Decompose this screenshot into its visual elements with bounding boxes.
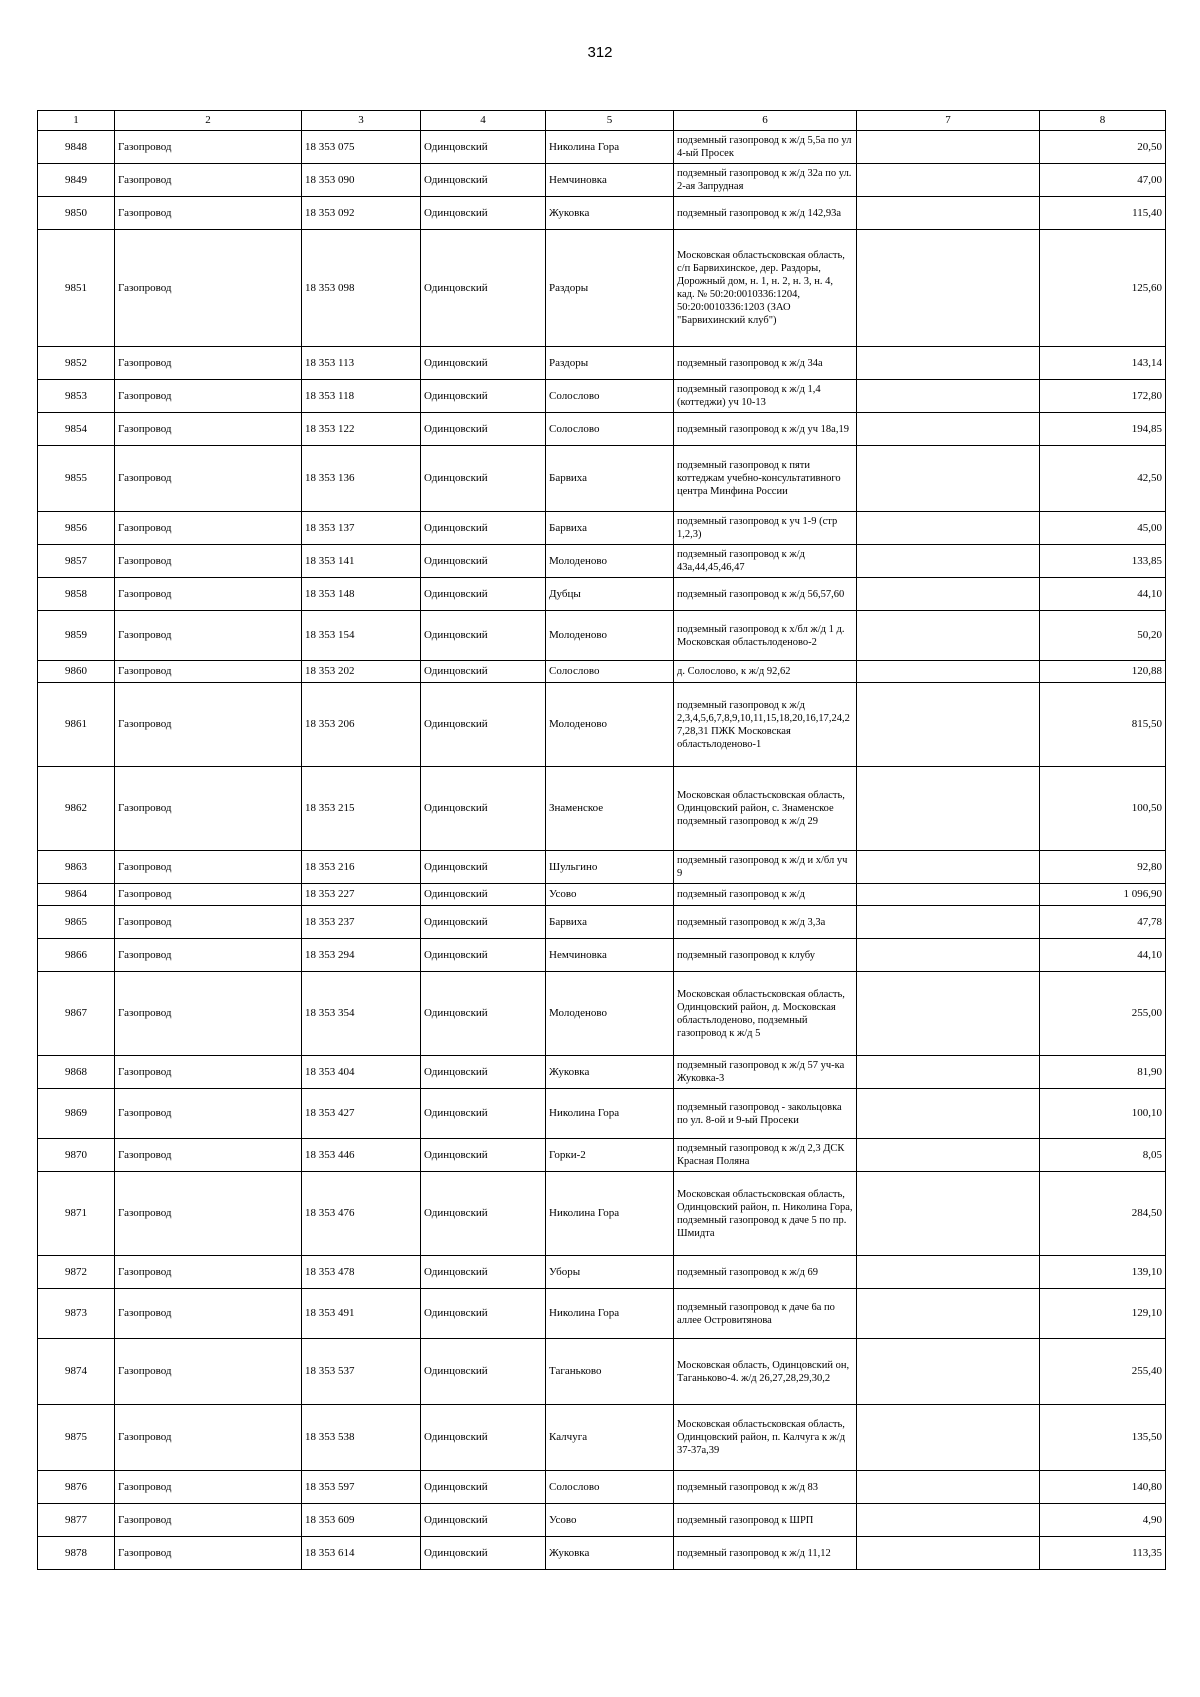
object-name-cell: Газопровод <box>115 230 302 347</box>
object-name-cell: Газопровод <box>115 767 302 851</box>
object-name-cell: Газопровод <box>115 197 302 230</box>
value-cell: 194,85 <box>1040 413 1166 446</box>
value-cell: 1 096,90 <box>1040 884 1166 906</box>
object-name-cell: Газопровод <box>115 380 302 413</box>
object-name-cell: Газопровод <box>115 1089 302 1139</box>
value-cell: 113,35 <box>1040 1537 1166 1570</box>
register-table <box>37 110 1166 1570</box>
description-cell: подземный газопровод к ж/д 3,3а <box>674 906 857 939</box>
locality-cell: Раздоры <box>546 347 674 380</box>
district-cell: Одинцовский <box>421 1504 546 1537</box>
district-cell: Одинцовский <box>421 1405 546 1471</box>
empty-cell <box>857 884 1040 906</box>
code-cell: 18 353 216 <box>302 851 421 884</box>
value-cell: 135,50 <box>1040 1405 1166 1471</box>
description-cell: подземный газопровод к ж/д 2,3 ДСК Красная Поляна <box>674 1139 857 1172</box>
object-name-cell: Газопровод <box>115 131 302 164</box>
district-cell: Одинцовский <box>421 661 546 683</box>
column-header: 8 <box>1040 111 1166 131</box>
table-row <box>38 1289 1166 1339</box>
object-name-cell: Газопровод <box>115 1139 302 1172</box>
row-number-cell: 9878 <box>38 1537 115 1570</box>
empty-cell <box>857 1471 1040 1504</box>
table-row <box>38 1405 1166 1471</box>
column-header: 6 <box>674 111 857 131</box>
object-name-cell: Газопровод <box>115 1339 302 1405</box>
locality-cell: Николина Гора <box>546 1289 674 1339</box>
description-cell: подземный газопровод к х/бл ж/д 1 д. Московская областьлоденово-2 <box>674 611 857 661</box>
row-number-cell: 9874 <box>38 1339 115 1405</box>
code-cell: 18 353 141 <box>302 545 421 578</box>
row-number-cell: 9858 <box>38 578 115 611</box>
empty-cell <box>857 851 1040 884</box>
table-row <box>38 197 1166 230</box>
description-cell: подземный газопровод к ж/д 69 <box>674 1256 857 1289</box>
description-cell: подземный газопровод к ж/д 83 <box>674 1471 857 1504</box>
value-cell: 255,40 <box>1040 1339 1166 1405</box>
locality-cell: Шульгино <box>546 851 674 884</box>
code-cell: 18 353 202 <box>302 661 421 683</box>
table-row <box>38 1139 1166 1172</box>
object-name-cell: Газопровод <box>115 1172 302 1256</box>
empty-cell <box>857 1089 1040 1139</box>
district-cell: Одинцовский <box>421 1537 546 1570</box>
empty-cell <box>857 661 1040 683</box>
empty-cell <box>857 1256 1040 1289</box>
column-header: 4 <box>421 111 546 131</box>
district-cell: Одинцовский <box>421 767 546 851</box>
value-cell: 140,80 <box>1040 1471 1166 1504</box>
district-cell: Одинцовский <box>421 1339 546 1405</box>
description-cell: Московская область, Одинцовский он, Таганьково-4. ж/д 26,27,28,29,30,2 <box>674 1339 857 1405</box>
object-name-cell: Газопровод <box>115 1056 302 1089</box>
code-cell: 18 353 098 <box>302 230 421 347</box>
empty-cell <box>857 972 1040 1056</box>
empty-cell <box>857 1537 1040 1570</box>
district-cell: Одинцовский <box>421 1056 546 1089</box>
empty-cell <box>857 578 1040 611</box>
table-row <box>38 661 1166 683</box>
code-cell: 18 353 136 <box>302 446 421 512</box>
description-cell: подземный газопровод к ж/д 43а,44,45,46,47 <box>674 545 857 578</box>
row-number-cell: 9856 <box>38 512 115 545</box>
district-cell: Одинцовский <box>421 446 546 512</box>
value-cell: 44,10 <box>1040 939 1166 972</box>
empty-cell <box>857 131 1040 164</box>
district-cell: Одинцовский <box>421 972 546 1056</box>
page-number: 312 <box>587 44 613 61</box>
value-cell: 50,20 <box>1040 611 1166 661</box>
code-cell: 18 353 075 <box>302 131 421 164</box>
row-number-cell: 9875 <box>38 1405 115 1471</box>
table-row <box>38 1172 1166 1256</box>
column-header: 5 <box>546 111 674 131</box>
object-name-cell: Газопровод <box>115 1405 302 1471</box>
table-row <box>38 131 1166 164</box>
empty-cell <box>857 939 1040 972</box>
code-cell: 18 353 090 <box>302 164 421 197</box>
table-row <box>38 939 1166 972</box>
value-cell: 20,50 <box>1040 131 1166 164</box>
district-cell: Одинцовский <box>421 906 546 939</box>
row-number-cell: 9872 <box>38 1256 115 1289</box>
locality-cell: Знаменское <box>546 767 674 851</box>
table-row <box>38 1056 1166 1089</box>
code-cell: 18 353 538 <box>302 1405 421 1471</box>
row-number-cell: 9867 <box>38 972 115 1056</box>
row-number-cell: 9877 <box>38 1504 115 1537</box>
description-cell: подземный газопровод к ж/д 2,3,4,5,6,7,8,9,10,11,15,18,20,16,17,24,27,28,31 ПЖК Московская областьлоденово-1 <box>674 683 857 767</box>
empty-cell <box>857 1289 1040 1339</box>
locality-cell: Солослово <box>546 380 674 413</box>
code-cell: 18 353 537 <box>302 1339 421 1405</box>
value-cell: 815,50 <box>1040 683 1166 767</box>
table-row <box>38 1256 1166 1289</box>
table-row <box>38 578 1166 611</box>
value-cell: 133,85 <box>1040 545 1166 578</box>
table-row <box>38 1339 1166 1405</box>
empty-cell <box>857 413 1040 446</box>
row-number-cell: 9857 <box>38 545 115 578</box>
object-name-cell: Газопровод <box>115 1537 302 1570</box>
row-number-cell: 9855 <box>38 446 115 512</box>
district-cell: Одинцовский <box>421 1089 546 1139</box>
description-cell: подземный газопровод - закольцовка по ул. 8-ой и 9-ый Просеки <box>674 1089 857 1139</box>
value-cell: 47,00 <box>1040 164 1166 197</box>
row-number-cell: 9851 <box>38 230 115 347</box>
row-number-cell: 9852 <box>38 347 115 380</box>
locality-cell: Молоденово <box>546 972 674 1056</box>
district-cell: Одинцовский <box>421 851 546 884</box>
code-cell: 18 353 154 <box>302 611 421 661</box>
code-cell: 18 353 404 <box>302 1056 421 1089</box>
code-cell: 18 353 227 <box>302 884 421 906</box>
table-row <box>38 972 1166 1056</box>
column-header: 1 <box>38 111 115 131</box>
district-cell: Одинцовский <box>421 545 546 578</box>
empty-cell <box>857 446 1040 512</box>
description-cell: подземный газопровод к ж/д уч 18а,19 <box>674 413 857 446</box>
district-cell: Одинцовский <box>421 1289 546 1339</box>
object-name-cell: Газопровод <box>115 851 302 884</box>
object-name-cell: Газопровод <box>115 578 302 611</box>
row-number-cell: 9853 <box>38 380 115 413</box>
description-cell: подземный газопровод к ж/д 142,93а <box>674 197 857 230</box>
description-cell: подземный газопровод к ж/д 57 уч-ка Жуковка-3 <box>674 1056 857 1089</box>
district-cell: Одинцовский <box>421 164 546 197</box>
district-cell: Одинцовский <box>421 512 546 545</box>
value-cell: 81,90 <box>1040 1056 1166 1089</box>
description-cell: подземный газопровод к клубу <box>674 939 857 972</box>
empty-cell <box>857 611 1040 661</box>
value-cell: 139,10 <box>1040 1256 1166 1289</box>
row-number-cell: 9864 <box>38 884 115 906</box>
row-number-cell: 9865 <box>38 906 115 939</box>
value-cell: 45,00 <box>1040 512 1166 545</box>
description-cell: подземный газопровод к ж/д 11,12 <box>674 1537 857 1570</box>
empty-cell <box>857 1504 1040 1537</box>
table-row <box>38 1089 1166 1139</box>
row-number-cell: 9871 <box>38 1172 115 1256</box>
district-cell: Одинцовский <box>421 1471 546 1504</box>
locality-cell: Калчуга <box>546 1405 674 1471</box>
locality-cell: Жуковка <box>546 197 674 230</box>
description-cell: подземный газопровод к ШРП <box>674 1504 857 1537</box>
table-row <box>38 512 1166 545</box>
object-name-cell: Газопровод <box>115 545 302 578</box>
object-name-cell: Газопровод <box>115 906 302 939</box>
row-number-cell: 9860 <box>38 661 115 683</box>
code-cell: 18 353 137 <box>302 512 421 545</box>
empty-cell <box>857 1405 1040 1471</box>
value-cell: 120,88 <box>1040 661 1166 683</box>
locality-cell: Молоденово <box>546 683 674 767</box>
description-cell: подземный газопровод к пяти коттеджам учебно-консультативного центра Минфина России <box>674 446 857 512</box>
district-cell: Одинцовский <box>421 197 546 230</box>
object-name-cell: Газопровод <box>115 413 302 446</box>
table-row <box>38 884 1166 906</box>
code-cell: 18 353 478 <box>302 1256 421 1289</box>
value-cell: 172,80 <box>1040 380 1166 413</box>
locality-cell: Молоденово <box>546 545 674 578</box>
row-number-cell: 9873 <box>38 1289 115 1339</box>
row-number-cell: 9866 <box>38 939 115 972</box>
district-cell: Одинцовский <box>421 884 546 906</box>
locality-cell: Солослово <box>546 661 674 683</box>
code-cell: 18 353 092 <box>302 197 421 230</box>
empty-cell <box>857 347 1040 380</box>
locality-cell: Николина Гора <box>546 131 674 164</box>
locality-cell: Николина Гора <box>546 1089 674 1139</box>
code-cell: 18 353 113 <box>302 347 421 380</box>
code-cell: 18 353 118 <box>302 380 421 413</box>
value-cell: 143,14 <box>1040 347 1166 380</box>
code-cell: 18 353 614 <box>302 1537 421 1570</box>
column-header: 7 <box>857 111 1040 131</box>
value-cell: 92,80 <box>1040 851 1166 884</box>
locality-cell: Солослово <box>546 1471 674 1504</box>
district-cell: Одинцовский <box>421 683 546 767</box>
description-cell: подземный газопровод к уч 1-9 (стр 1,2,3) <box>674 512 857 545</box>
row-number-cell: 9876 <box>38 1471 115 1504</box>
description-cell: д. Солослово, к ж/д 92,62 <box>674 661 857 683</box>
object-name-cell: Газопровод <box>115 1289 302 1339</box>
district-cell: Одинцовский <box>421 939 546 972</box>
locality-cell: Солослово <box>546 413 674 446</box>
code-cell: 18 353 148 <box>302 578 421 611</box>
object-name-cell: Газопровод <box>115 611 302 661</box>
empty-cell <box>857 906 1040 939</box>
table-row <box>38 1537 1166 1570</box>
locality-cell: Барвиха <box>546 446 674 512</box>
locality-cell: Жуковка <box>546 1056 674 1089</box>
value-cell: 42,50 <box>1040 446 1166 512</box>
description-cell: Московская областьсковская область, Одинцовский район, с. Знаменское подземный газопровод к ж/д 29 <box>674 767 857 851</box>
row-number-cell: 9861 <box>38 683 115 767</box>
value-cell: 100,10 <box>1040 1089 1166 1139</box>
empty-cell <box>857 1139 1040 1172</box>
empty-cell <box>857 230 1040 347</box>
locality-cell: Немчиновка <box>546 164 674 197</box>
district-cell: Одинцовский <box>421 1172 546 1256</box>
table-row <box>38 347 1166 380</box>
table-row <box>38 683 1166 767</box>
code-cell: 18 353 206 <box>302 683 421 767</box>
table-row <box>38 906 1166 939</box>
locality-cell: Николина Гора <box>546 1172 674 1256</box>
table-row <box>38 611 1166 661</box>
description-cell: подземный газопровод к ж/д 5,5а по ул 4-ый Просек <box>674 131 857 164</box>
empty-cell <box>857 683 1040 767</box>
value-cell: 125,60 <box>1040 230 1166 347</box>
object-name-cell: Газопровод <box>115 884 302 906</box>
value-cell: 284,50 <box>1040 1172 1166 1256</box>
column-header: 2 <box>115 111 302 131</box>
code-cell: 18 353 609 <box>302 1504 421 1537</box>
district-cell: Одинцовский <box>421 131 546 164</box>
table-row <box>38 446 1166 512</box>
description-cell: Московская областьсковская область, с/п Барвихинское, дер. Раздоры, Дорожный дом, н. 1, н. 2, н. 3, н. 4, кад. № 50:20:0010336:1204, 50:20:0010336:1203 (ЗАО "Барвихинский клуб") <box>674 230 857 347</box>
district-cell: Одинцовский <box>421 1139 546 1172</box>
value-cell: 129,10 <box>1040 1289 1166 1339</box>
locality-cell: Таганьково <box>546 1339 674 1405</box>
code-cell: 18 353 354 <box>302 972 421 1056</box>
code-cell: 18 353 491 <box>302 1289 421 1339</box>
row-number-cell: 9854 <box>38 413 115 446</box>
value-cell: 8,05 <box>1040 1139 1166 1172</box>
district-cell: Одинцовский <box>421 578 546 611</box>
value-cell: 255,00 <box>1040 972 1166 1056</box>
object-name-cell: Газопровод <box>115 1256 302 1289</box>
code-cell: 18 353 294 <box>302 939 421 972</box>
code-cell: 18 353 597 <box>302 1471 421 1504</box>
object-name-cell: Газопровод <box>115 661 302 683</box>
object-name-cell: Газопровод <box>115 939 302 972</box>
code-cell: 18 353 476 <box>302 1172 421 1256</box>
empty-cell <box>857 197 1040 230</box>
code-cell: 18 353 215 <box>302 767 421 851</box>
empty-cell <box>857 1172 1040 1256</box>
description-cell: Московская областьсковская область, Одинцовский район, п. Николина Гора, подземный газопровод к даче 5 по пр. Шмидта <box>674 1172 857 1256</box>
table-row <box>38 1504 1166 1537</box>
empty-cell <box>857 1339 1040 1405</box>
code-cell: 18 353 237 <box>302 906 421 939</box>
object-name-cell: Газопровод <box>115 164 302 197</box>
locality-cell: Жуковка <box>546 1537 674 1570</box>
description-cell: Московская областьсковская область, Одинцовский район, д. Московская областьлоденово, подземный газопровод к ж/д 5 <box>674 972 857 1056</box>
table-row <box>38 413 1166 446</box>
object-name-cell: Газопровод <box>115 683 302 767</box>
column-header: 3 <box>302 111 421 131</box>
description-cell: подземный газопровод к ж/д 1,4 (коттеджи) уч 10-13 <box>674 380 857 413</box>
locality-cell: Усово <box>546 884 674 906</box>
district-cell: Одинцовский <box>421 380 546 413</box>
empty-cell <box>857 512 1040 545</box>
description-cell: подземный газопровод к ж/д <box>674 884 857 906</box>
district-cell: Одинцовский <box>421 230 546 347</box>
empty-cell <box>857 380 1040 413</box>
value-cell: 4,90 <box>1040 1504 1166 1537</box>
code-cell: 18 353 122 <box>302 413 421 446</box>
locality-cell: Молоденово <box>546 611 674 661</box>
value-cell: 44,10 <box>1040 578 1166 611</box>
row-number-cell: 9863 <box>38 851 115 884</box>
locality-cell: Дубцы <box>546 578 674 611</box>
locality-cell: Барвиха <box>546 906 674 939</box>
table-row <box>38 545 1166 578</box>
row-number-cell: 9862 <box>38 767 115 851</box>
description-cell: подземный газопровод к ж/д 32а по ул. 2-ая Запрудная <box>674 164 857 197</box>
empty-cell <box>857 767 1040 851</box>
header-row <box>38 111 1166 131</box>
locality-cell: Барвиха <box>546 512 674 545</box>
table-row <box>38 851 1166 884</box>
description-cell: подземный газопровод к даче 6а по аллее Островитянова <box>674 1289 857 1339</box>
locality-cell: Горки-2 <box>546 1139 674 1172</box>
row-number-cell: 9850 <box>38 197 115 230</box>
table-row <box>38 164 1166 197</box>
row-number-cell: 9859 <box>38 611 115 661</box>
object-name-cell: Газопровод <box>115 972 302 1056</box>
row-number-cell: 9870 <box>38 1139 115 1172</box>
code-cell: 18 353 446 <box>302 1139 421 1172</box>
object-name-cell: Газопровод <box>115 347 302 380</box>
district-cell: Одинцовский <box>421 1256 546 1289</box>
value-cell: 47,78 <box>1040 906 1166 939</box>
table-row <box>38 1471 1166 1504</box>
locality-cell: Усово <box>546 1504 674 1537</box>
district-cell: Одинцовский <box>421 347 546 380</box>
description-cell: подземный газопровод к ж/д 56,57,60 <box>674 578 857 611</box>
description-cell: подземный газопровод к ж/д и х/бл уч 9 <box>674 851 857 884</box>
row-number-cell: 9868 <box>38 1056 115 1089</box>
object-name-cell: Газопровод <box>115 1504 302 1537</box>
locality-cell: Немчиновка <box>546 939 674 972</box>
empty-cell <box>857 1056 1040 1089</box>
empty-cell <box>857 164 1040 197</box>
district-cell: Одинцовский <box>421 611 546 661</box>
code-cell: 18 353 427 <box>302 1089 421 1139</box>
locality-cell: Уборы <box>546 1256 674 1289</box>
locality-cell: Раздоры <box>546 230 674 347</box>
row-number-cell: 9848 <box>38 131 115 164</box>
empty-cell <box>857 545 1040 578</box>
table-row <box>38 230 1166 347</box>
object-name-cell: Газопровод <box>115 446 302 512</box>
object-name-cell: Газопровод <box>115 512 302 545</box>
value-cell: 115,40 <box>1040 197 1166 230</box>
table-row <box>38 380 1166 413</box>
description-cell: Московская областьсковская область, Одинцовский район, п. Калчуга к ж/д 37-37а,39 <box>674 1405 857 1471</box>
description-cell: подземный газопровод к ж/д 34а <box>674 347 857 380</box>
table-row <box>38 767 1166 851</box>
row-number-cell: 9869 <box>38 1089 115 1139</box>
value-cell: 100,50 <box>1040 767 1166 851</box>
object-name-cell: Газопровод <box>115 1471 302 1504</box>
district-cell: Одинцовский <box>421 413 546 446</box>
row-number-cell: 9849 <box>38 164 115 197</box>
